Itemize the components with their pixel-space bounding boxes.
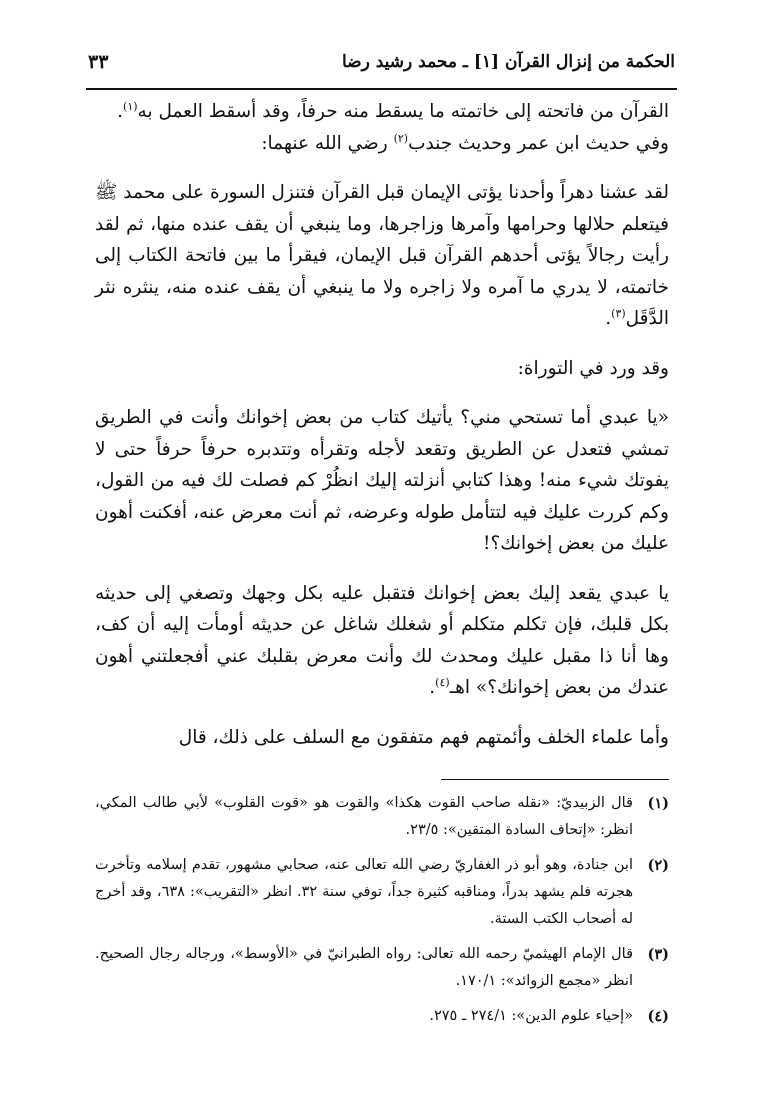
footnote-separator	[441, 779, 669, 780]
footnote-ref: (٢)	[393, 131, 409, 145]
paragraph: وأما علماء الخلف وأئمتهم فهم متفقون مع السلف على ذلك، قال	[178, 726, 669, 748]
footnote-text: «إحياء علوم الدين»: ٢٧٤/١ ـ ٢٧٥.	[429, 1008, 633, 1024]
page-header	[88, 44, 675, 80]
footnote-number: (٢)	[647, 857, 669, 874]
footnote	[95, 941, 669, 995]
footnote-number: (٣)	[647, 946, 669, 963]
footnote-number: (١)	[647, 795, 669, 812]
footnote-text: ابن جنادة، وهو أبو ذر الغفاريّ رضي الله تعالى عنه، صحابي مشهور، تقدم إسلامه وتأخرت هجرته فلم يشهد بدراً، ومناقبه كثيرة جداً، توفي سنة ٣٢. انظر «التقريب»: ٦٣٨، وقد أخرج له أصحاب الكتب الستة.	[95, 857, 633, 927]
paragraph: وفي حديث ابن عمر وحديث جندب$^{(٢)}$ رضي الله عنهما:	[261, 131, 669, 154]
footnote-ref: (٤)	[435, 675, 450, 689]
footnote	[95, 852, 669, 933]
paragraph: القرآن من فاتحته إلى خاتمته ما يسقط منه حرفاً، وقد أسقط العمل به$^{(١)}$.	[117, 99, 669, 122]
quote-paragraph: يا عبدي يقعد إليك بعض إخوانك فتقبل عليه بكل وجهك وتصغي إلى حديثه بكل قلبك، فإن تكلم متكلم أو شغلك شاغل عن حديثه أومأت إليه أن كف، وها أنا ذا مقبل عليك ومحدث لك وأنت معرض بقلبك عني أفجعلتني أهون عندك من بعض إخوانك؟» اهـ$^{(٤)}$.	[95, 582, 669, 698]
footnote-number: (٤)	[647, 1008, 669, 1025]
main-text	[95, 96, 669, 753]
running-head: الحكمة من إنزال القرآن [١] ـ محمد رشيد رضا	[342, 52, 675, 72]
paragraph: وقد ورد في التوراة:	[517, 357, 669, 379]
footnote	[95, 1003, 669, 1030]
footnote-ref: (١)	[123, 99, 138, 113]
page-number: ٣٣	[88, 51, 109, 73]
footnote-text: قال الإمام الهيثميّ رحمه الله تعالى: رواه الطبرانيّ في «الأوسط»، ورجاله رجال الصحيح. انظر «مجمع الزوائد»: ١٧٠/١.	[95, 946, 633, 989]
footnote-text: قال الزبيديّ: «نقله صاحب القوت هكذا» والقوت هو «قوت القلوب» لأبي طالب المكي، انظر: «إتحاف السادة المتقين»: ٢٣/٥.	[95, 795, 633, 838]
quote-paragraph: لقد عشنا دهراً وأحدنا يؤتى الإيمان قبل القرآن فتنزل السورة على محمد ﷺ فيتعلم حلالها وحرامها وآمرها وزاجرها، وما ينبغي أن يقف عنده منها، ثم لقد رأيت رجالاً يؤتى أحدهم القرآن قبل الإيمان، فيقرأ ما بين فاتحة الكتاب إلى خاتمته، لا يدري ما آمره ولا زاجره ولا ما ينبغي أن يقف عنده منه، ينثره نثر الدَّقَل$^{(٣)}$.	[95, 182, 669, 329]
footnotes	[95, 790, 669, 1038]
footnote-ref: (٣)	[611, 306, 626, 320]
quote-paragraph: «يا عبدي أما تستحي مني؟ يأتيك كتاب من بعض إخوانك وأنت في الطريق تمشي فتعدل عن الطريق وتقعد لأجله وتقرأه وتتدبره حرفاً حرفاً حتى لا يفوتك شيء منه! وهذا كتابي أنزلته إليك انظُرْ كم فصلت لك فيه من القول، وكم كررت عليك فيه لتتأمل طوله وعرضه، ثم أنت معرض عنه، أفكنت أهون عليك من بعض إخوانك؟!	[95, 407, 669, 554]
footnote	[95, 790, 669, 844]
header-rule	[86, 88, 677, 90]
